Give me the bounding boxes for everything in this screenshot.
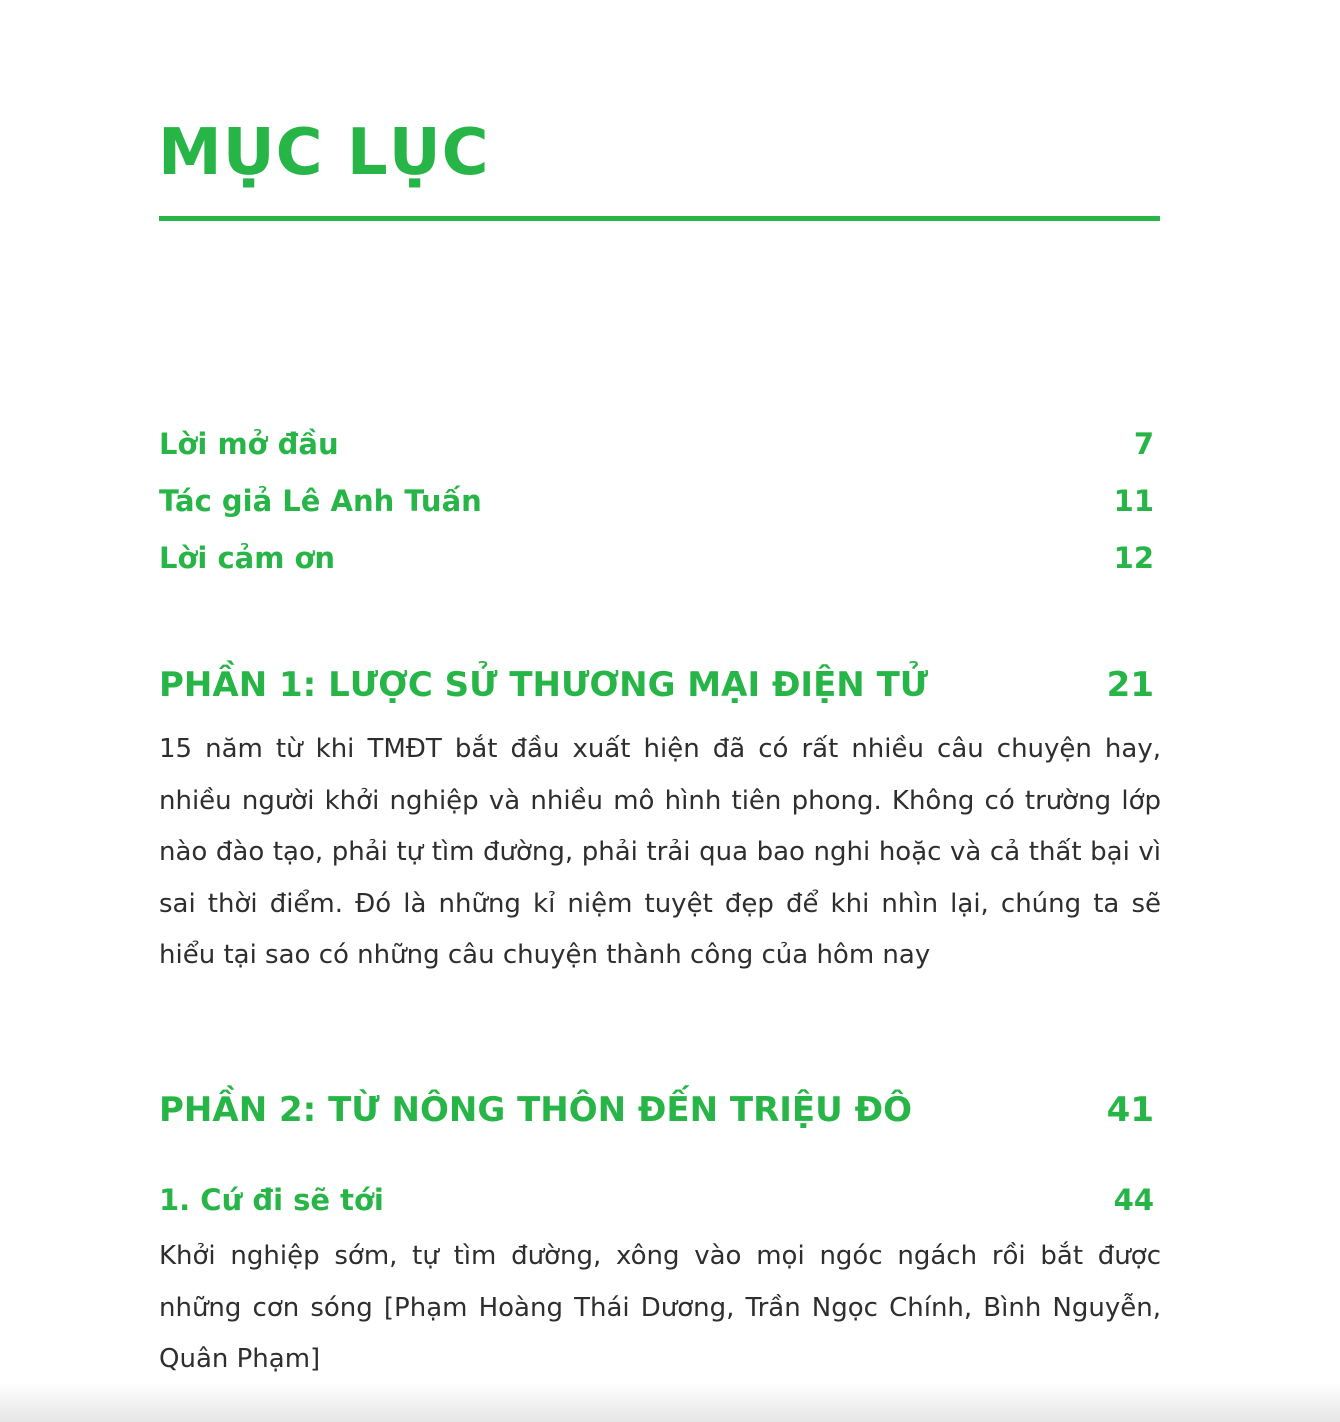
toc-part-page: 21	[1106, 665, 1154, 705]
toc-entry-acknowledgements[interactable]	[159, 538, 1154, 578]
toc-part-page: 41	[1106, 1090, 1154, 1130]
toc-entry-label: Lời cảm ơn	[159, 541, 336, 575]
toc-entry-preface[interactable]	[159, 424, 1154, 464]
toc-entry-label: Tác giả Lê Anh Tuấn	[159, 484, 482, 518]
page-bottom-shadow	[0, 1382, 1340, 1422]
toc-part-1[interactable]	[159, 662, 1154, 708]
title-divider	[159, 216, 1160, 221]
toc-entry-label: Lời mở đầu	[159, 427, 339, 461]
toc-entry-page: 11	[1113, 484, 1154, 518]
toc-entry-author[interactable]	[159, 481, 1154, 521]
page-title: MỤC LỤC	[158, 116, 490, 190]
toc-entry-page: 7	[1133, 427, 1154, 461]
toc-chapter-1-description: Khởi nghiệp sớm, tự tìm đường, xông vào mọi ngóc ngách rồi bắt được những cơn sóng [Phạm Hoàng Thái Dương, Trần Ngọc Chính, Bình Nguyễn, Quân Phạm]	[159, 1241, 1161, 1374]
toc-part-1-description: 15 năm từ khi TMĐT bắt đầu xuất hiện đã có rất nhiều câu chuyện hay, nhiều người khởi nghiệp và nhiều mô hình tiên phong. Không có trường lớp nào đào tạo, phải tự tìm đường, phải trải qua bao nghi hoặc và cả thất bại vì sai thời điểm. Đó là những kỉ niệm tuyệt đẹp để khi nhìn lại, chúng ta sẽ hiểu tại sao có những câu chuyện thành công của hôm nay	[159, 734, 1161, 970]
toc-entry-page: 12	[1113, 541, 1154, 575]
toc-part-label: PHẦN 1: LƯỢC SỬ THƯƠNG MẠI ĐIỆN TỬ	[159, 665, 929, 705]
toc-chapter-label: 1. Cứ đi sẽ tới	[159, 1183, 384, 1217]
toc-part-2[interactable]	[159, 1087, 1154, 1133]
toc-chapter-page: 44	[1113, 1183, 1154, 1217]
toc-chapter-1[interactable]	[159, 1180, 1154, 1220]
toc-part-label: PHẦN 2: TỪ NÔNG THÔN ĐẾN TRIỆU ĐÔ	[159, 1090, 912, 1130]
